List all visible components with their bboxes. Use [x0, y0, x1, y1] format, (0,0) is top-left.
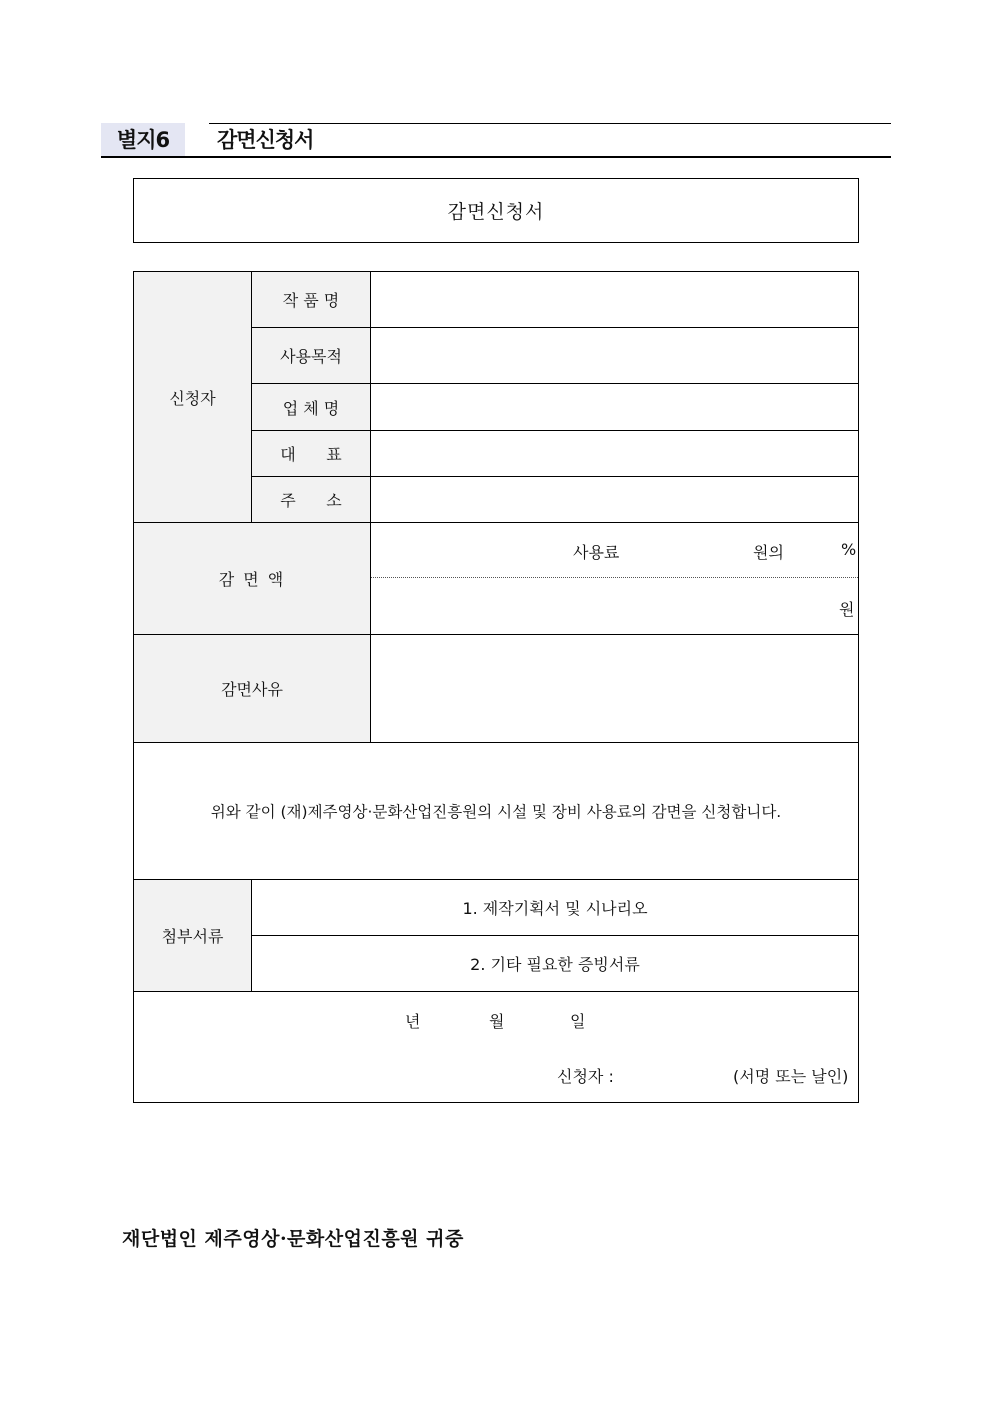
application-statement: 위와 같이 (재)제주영상·문화산업진흥원의 시설 및 장비 사용료의 감면을 신청합니다. [210, 803, 782, 821]
date-day-label: 일 [570, 1012, 586, 1031]
reduction-reason-label-cell [133, 634, 371, 743]
purpose-field[interactable] [370, 327, 859, 384]
date-month-label: 월 [489, 1012, 505, 1031]
applicant-group-label-cell [133, 271, 252, 523]
usage-fee-label: 사용료 [573, 543, 620, 562]
representative-field[interactable] [370, 430, 859, 477]
form-title-box [133, 178, 859, 243]
form-number-badge: 별지6 [101, 123, 185, 157]
form-title: 감면신청서 [447, 201, 545, 223]
won-of-label: 원의 [753, 543, 784, 562]
representative-label: 대 표 [280, 445, 342, 464]
purpose-label-cell [251, 327, 371, 384]
company-label: 업 체 명 [282, 398, 340, 418]
work-name-label-cell [251, 271, 371, 328]
reduction-amount-label-cell [133, 522, 371, 635]
percent-sign: % [841, 540, 857, 559]
attachment-item-text: 1. 제작기획서 및 시나리오 [462, 899, 648, 918]
work-name-field[interactable] [370, 271, 859, 328]
address-label: 주 소 [280, 491, 342, 510]
reduction-reason-label: 감면사유 [221, 680, 283, 699]
reduction-amount-label: 감 면 액 [218, 570, 286, 589]
statement-cell [133, 742, 859, 880]
reduction-amount-field[interactable] [370, 522, 859, 635]
recipient-line: 재단법인 제주영상·문화산업진흥원 귀중 [122, 1228, 464, 1250]
representative-label-cell [251, 430, 371, 477]
company-field[interactable] [370, 383, 859, 431]
page-title: 감면신청서 [217, 128, 314, 152]
application-form-table [133, 271, 859, 1103]
header-bottom-line [101, 156, 891, 158]
purpose-label: 사용목적 [280, 347, 342, 366]
won-label: 원 [839, 600, 855, 619]
date-year-label: 년 [405, 1012, 421, 1031]
attachment-item-text: 2. 기타 필요한 증빙서류 [470, 955, 640, 974]
address-label-cell [251, 476, 371, 523]
attachments-label: 첨부서류 [161, 927, 224, 946]
applicant-group-label: 신청자 [169, 388, 216, 408]
attachment-item-2 [251, 935, 859, 992]
attachments-label-cell [133, 879, 252, 992]
signature-note: (서명 또는 날인) [733, 1067, 849, 1086]
signer-label: 신청자 : [557, 1067, 614, 1086]
reduction-reason-field[interactable] [370, 634, 859, 743]
attachment-item-1 [251, 879, 859, 936]
reduction-amount-divider [371, 577, 858, 578]
address-field[interactable] [370, 476, 859, 523]
company-label-cell [251, 383, 371, 431]
work-name-label: 작 품 명 [282, 291, 340, 310]
